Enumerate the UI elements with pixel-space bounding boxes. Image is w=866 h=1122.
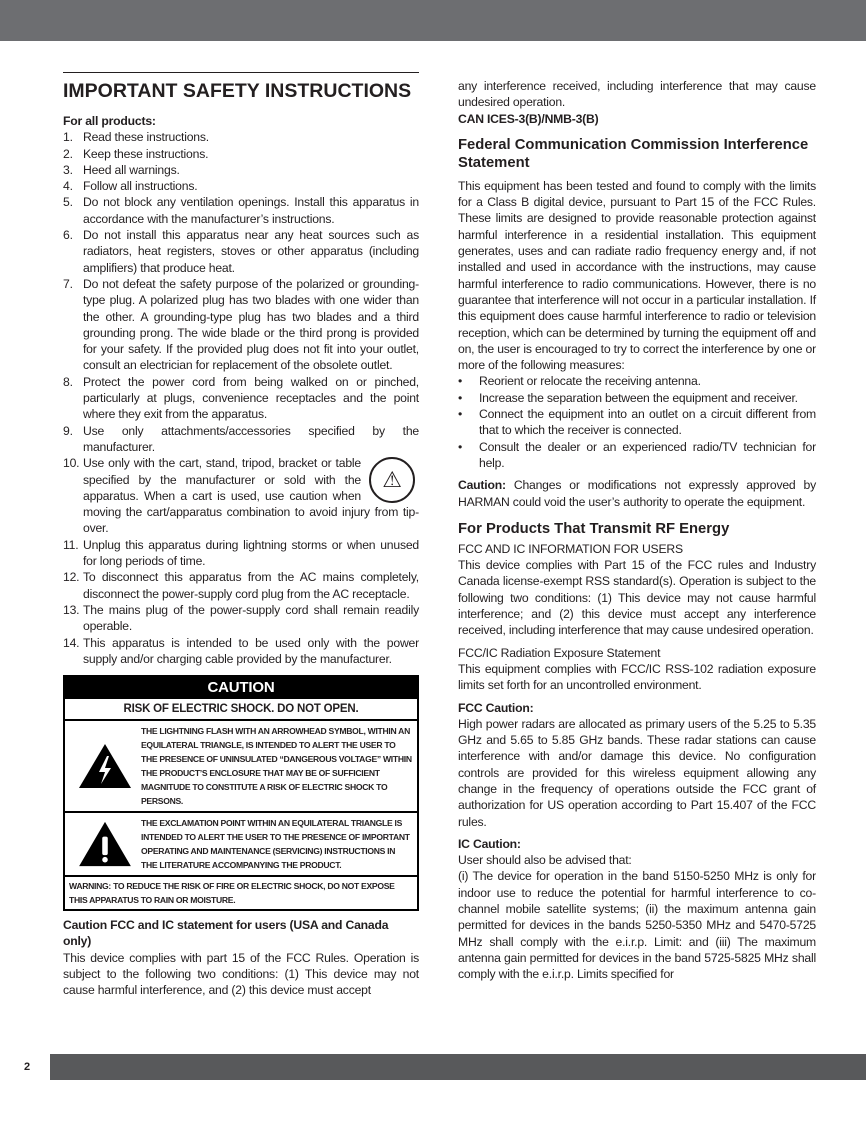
item-text: Unplug this apparatus during lightning storms or when unused for long periods of time. xyxy=(83,537,419,569)
ic-caution-intro: User should also be advised that: xyxy=(458,853,632,868)
list-item xyxy=(63,374,419,423)
bullet-text: Connect the equipment into an outlet on a circuit different from that to which the receiver is connected. xyxy=(479,407,816,438)
item-text: Protect the power cord from being walked on or pinched, particularly at plugs, convenience receptacles and the point where they exit from the apparatus. xyxy=(83,374,419,422)
caution-paragraph xyxy=(458,477,816,510)
fcc-heading: Federal Communication Commission Interference Statement xyxy=(458,136,809,171)
list-item xyxy=(63,455,419,536)
bullet-text: Consult the dealer or an experienced radio/TV technician for help. xyxy=(479,439,816,470)
bullet-icon: • xyxy=(458,407,463,422)
list-item xyxy=(63,227,419,276)
item-number: 14. xyxy=(63,635,80,650)
item-text: The mains plug of the power-supply cord shall remain readily operable. xyxy=(83,602,419,634)
item-number: 4. xyxy=(63,179,73,194)
item-text: Use only attachments/accessories specified by the manufacturer. xyxy=(83,423,419,454)
radiation-text: This equipment complies with FCC/IC RSS-102 radiation exposure limits set forth for an uncontrolled environment. xyxy=(458,661,816,693)
bullet-item xyxy=(458,390,816,406)
list-item xyxy=(63,129,419,145)
list-item xyxy=(63,178,419,194)
caution-risk: RISK OF ELECTRIC SHOCK. DO NOT OPEN. xyxy=(65,699,417,721)
info-heading: FCC AND IC INFORMATION FOR USERS xyxy=(458,541,683,556)
subtitle: For all products: xyxy=(63,114,156,128)
list-item xyxy=(63,194,419,227)
list-item xyxy=(63,569,419,602)
item-text: To disconnect this apparatus from the AC mains completely, disconnect the power-supply cord plug from the AC receptacle. xyxy=(83,570,419,601)
info-text: This device complies with Part 15 of the FCC rules and Industry Canada license-exempt RSS standard(s). Operation is subject to the following two conditions: (1) This device may not cause harmful interference; and (2) this device must accept any interference received, including interference that may cause undesired operation. xyxy=(458,558,816,638)
header-bar xyxy=(0,0,866,41)
caution-box xyxy=(63,675,419,911)
rf-heading: For Products That Transmit RF Energy xyxy=(458,520,730,537)
fcc-text: This equipment has been tested and found to comply with the limits for a Class B digital device, pursuant to Part 15 of the FCC Rules. These limits are designed to provide reasonable protection against harmful interference in a residential installation. This equipment generates, uses and can radiate radio frequency energy and, if not installed and used in accordance with the instructions, may cause harmful interference to radio communications. However, there is no guarantee that interference will not occur in a particular installation. If this equipment does cause harmful interference to radio or television reception, which can be determined by turning the equipment off and on, the user is encouraged to try to correct the interference by one or more of the following measures: xyxy=(458,178,816,373)
footer-bar xyxy=(50,1054,866,1080)
item-number: 6. xyxy=(63,228,73,243)
item-number: 13. xyxy=(63,602,80,617)
page-title: IMPORTANT SAFETY INSTRUCTIONS xyxy=(63,72,419,103)
item-number: 7. xyxy=(63,276,73,291)
list-item xyxy=(63,537,419,570)
warning-text: WARNING: TO REDUCE THE RISK OF FIRE OR ELECTRIC SHOCK, DO NOT EXPOSE THIS APPARATUS TO RAIN OR MOISTURE. xyxy=(69,881,395,906)
instructions-list xyxy=(63,129,419,667)
bullet-text: Reorient or relocate the receiving antenna. xyxy=(479,374,701,389)
caution-text: Changes or modifications not expressly approved by HARMAN could void the user’s authority to operate the equipment. xyxy=(458,478,816,509)
item-text: Do not defeat the safety purpose of the polarized or grounding-type plug. A polarized plug has two blades with one wider than the other. A grounding-type plug has two blades and a third grounding prong. The wide blade or the third prong is provided for your safety. If the provided plug does not fit into your outlet, consult an electrician for replacement of the obsolete outlet. xyxy=(83,276,419,373)
list-item xyxy=(63,602,419,635)
lightning-triangle-icon xyxy=(69,724,141,808)
item-text: Do not block any ventilation openings. Install this apparatus in accordance with the manufacturer’s instructions. xyxy=(83,195,419,226)
item-text: Heed all warnings. xyxy=(83,162,180,177)
list-item xyxy=(63,146,419,162)
item-text: Keep these instructions. xyxy=(83,146,209,161)
item-number: 9. xyxy=(63,423,73,438)
item-text: Read these instructions. xyxy=(83,130,209,145)
item-text: Do not install this apparatus near any heat sources such as radiators, heat registers, stoves or other apparatus (including amplifiers) that produce heat. xyxy=(83,228,419,275)
continued-text: any interference received, including interference that may cause undesired operation. xyxy=(458,79,816,110)
bullet-item xyxy=(458,373,816,389)
right-column xyxy=(458,78,816,983)
list-item xyxy=(63,423,419,456)
page-number: 2 xyxy=(24,1061,30,1073)
item-number: 5. xyxy=(63,195,73,210)
bullet-item xyxy=(458,439,816,472)
list-item xyxy=(63,276,419,374)
item-number: 12. xyxy=(63,570,80,585)
list-item xyxy=(63,162,419,178)
bullet-icon: • xyxy=(458,374,463,389)
item-number: 3. xyxy=(63,162,73,177)
left-column xyxy=(63,72,419,999)
bullet-item xyxy=(458,406,816,439)
bullet-icon: • xyxy=(458,439,463,454)
ic-caution-text: (i) The device for operation in the band 5150-5250 MHz is only for indoor use to reduce the potential for harmful interference to co-channel mobile satellite systems; (ii) the maximum antenna gain permitted for devices in the bands 5250-5350 MHz and 5470-5725 MHz shall comply with the e.i.r.p. Limit: and (iii) The maximum antenna gain permitted for devices in the band 5725-5825 MHz shall comply with the e.i.r.p. Limits specified for xyxy=(458,869,816,982)
item-number: 8. xyxy=(63,374,73,389)
caution-header: CAUTION xyxy=(65,677,417,699)
exclamation-triangle-icon xyxy=(69,816,141,872)
fcc-ic-text: This device complies with part 15 of the FCC Rules. Operation is subject to the following two conditions: (1) This device may not cause harmful interference, and (2) this device must accept xyxy=(63,950,419,998)
radiation-heading: FCC/IC Radiation Exposure Statement xyxy=(458,645,661,660)
item-number: 2. xyxy=(63,146,73,161)
list-item xyxy=(63,635,419,668)
caution-label: Caution: xyxy=(458,478,506,493)
lightning-text: THE LIGHTNING FLASH WITH AN ARROWHEAD SYMBOL, WITHIN AN EQUILATERAL TRIANGLE, IS INTENDED TO ALERT THE USER TO THE PRESENCE OF UNINSULATED “DANGEROUS VOLTAGE” WITHIN THE PRODUCT’S ENCLOSURE THAT MAY BE OF SUFFICIENT MAGNITUDE TO CONSTITUTE A RISK OF ELECTRIC SHOCK TO PERSONS. xyxy=(141,726,412,807)
item-text: This apparatus is intended to be used only with the power supply and/or charging cable provided by the manufacturer. xyxy=(83,635,419,666)
item-number: 11. xyxy=(63,537,79,552)
bullet-text: Increase the separation between the equipment and receiver. xyxy=(479,390,798,405)
fcc-ic-heading: Caution FCC and IC statement for users (USA and Canada only) xyxy=(63,918,389,949)
item-text xyxy=(83,455,419,536)
bullet-icon: • xyxy=(458,390,463,405)
measures-list xyxy=(458,373,816,471)
cart-warning-icon: ⚠ xyxy=(369,457,415,503)
item-text: Follow all instructions. xyxy=(83,179,198,194)
item-number: 1. xyxy=(63,130,73,145)
item-number: 10. xyxy=(63,456,80,471)
ces-label: CAN ICES-3(B)/NMB-3(B) xyxy=(458,111,599,126)
ic-caution-heading: IC Caution: xyxy=(458,836,521,851)
item-text-content: Use only with the cart, stand, tripod, bracket or table specified by the manufacturer or sold with the apparatus. When a cart is used, use caution when moving the cart/apparatus combination to avoid injury from tip-over. xyxy=(83,456,419,536)
fcc-caution-heading: FCC Caution: xyxy=(458,700,534,715)
exclamation-text: THE EXCLAMATION POINT WITHIN AN EQUILATERAL TRIANGLE IS INTENDED TO ALERT THE USER TO THE PRESENCE OF IMPORTANT OPERATING AND MAINTENANCE (SERVICING) INSTRUCTIONS IN THE LITERATURE ACCOMPANYING THE PRODUCT. xyxy=(141,818,410,871)
fcc-caution-text: High power radars are allocated as primary users of the 5.25 to 5.35 GHz and 5.65 to 5.85 GHz bands. These radar stations can cause interference with and/or damage this device. No configuration controls are provided for this wireless equipment allowing any change in the frequency of operations outside the FCC grant of authorization for US operation according to Part 15.407 of the FCC rules. xyxy=(458,716,816,829)
